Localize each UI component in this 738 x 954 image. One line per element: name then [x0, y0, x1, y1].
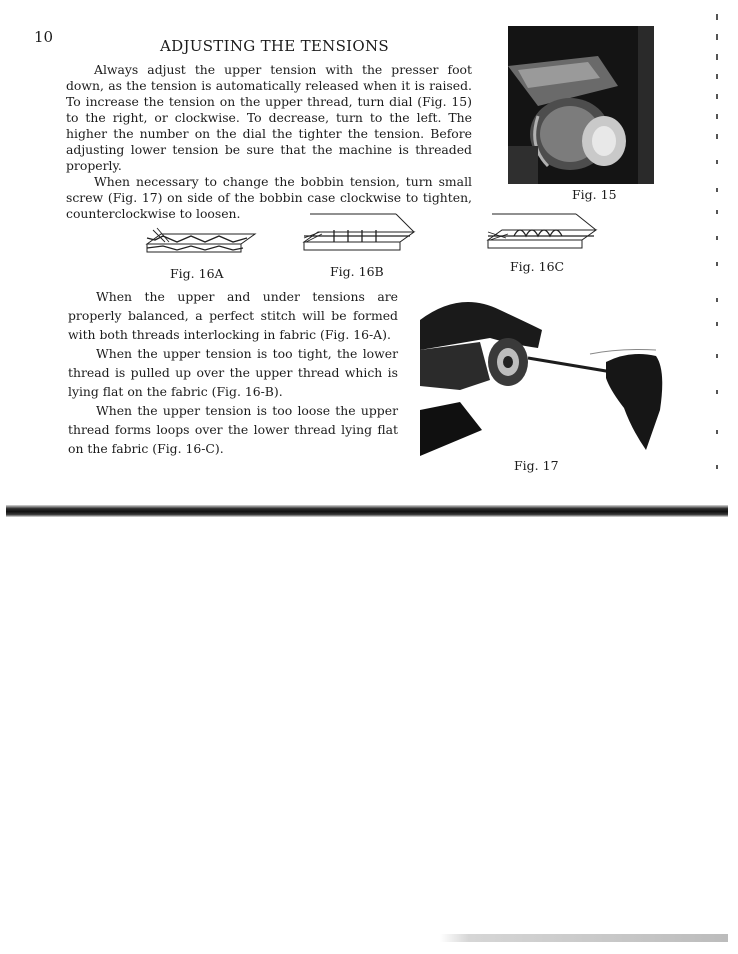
fig16b-caption: Fig. 16B	[330, 264, 384, 279]
fig17-caption: Fig. 17	[514, 458, 559, 473]
stitch-balance-text-block	[68, 287, 398, 458]
bobbin-case-illustration	[420, 290, 666, 456]
tension-dial-illustration	[508, 26, 654, 184]
margin-scan-marks	[712, 10, 728, 480]
paragraph-upper-tension-text: Always adjust the upper tension with the presser foot down, as the tension is automatically released when it is raised. To increase the tension on the upper thread, turn dial (Fig. 15) to the right, or clockwise. To decrease, turn to the left. The higher the number on the dial the tighter the tension. Before adjusting lower tension be sure that the machine is threaded properly.	[66, 62, 472, 173]
fig17-photo-bobbin-screwdriver	[420, 290, 666, 456]
page-title: ADJUSTING THE TENSIONS	[160, 37, 389, 55]
page-edge-shadow	[6, 505, 728, 517]
paragraph-upper-tension	[66, 62, 472, 174]
page-number: 10	[34, 28, 54, 46]
intro-text-block	[66, 62, 472, 222]
bottom-edge-shadow	[440, 934, 728, 942]
paragraph-too-tight	[68, 344, 398, 401]
fig16a-diagram	[143, 218, 259, 266]
fig15-caption: Fig. 15	[572, 187, 617, 202]
paragraph-too-loose	[68, 401, 398, 458]
fig15-photo-tension-dial	[508, 26, 654, 184]
fig16a-caption: Fig. 16A	[170, 266, 224, 281]
paragraph-balanced-text: When the upper and under tensions are properly balanced, a perfect stitch will be formed with both threads interlocking in fabric (Fig. 16-A).	[68, 289, 398, 342]
paragraph-balanced	[68, 287, 398, 344]
fig16c-diagram	[484, 210, 600, 262]
paragraph-too-loose-text: When the upper tension is too loose the upper thread forms loops over the lower thread lying flat on the fabric (Fig. 16-C).	[68, 403, 398, 456]
fig16c-caption: Fig. 16C	[510, 259, 565, 274]
paragraph-too-tight-text: When the upper tension is too tight, the lower thread is pulled up over the upper thread which is lying flat on the fabric (Fig. 16-B).	[68, 346, 398, 399]
fig16b-diagram	[300, 212, 418, 262]
paragraph-bobbin-tension-text: When necessary to change the bobbin tension, turn small screw (Fig. 17) on side of the bobbin case clockwise to tighten, counterclockwise to loosen.	[66, 174, 472, 221]
